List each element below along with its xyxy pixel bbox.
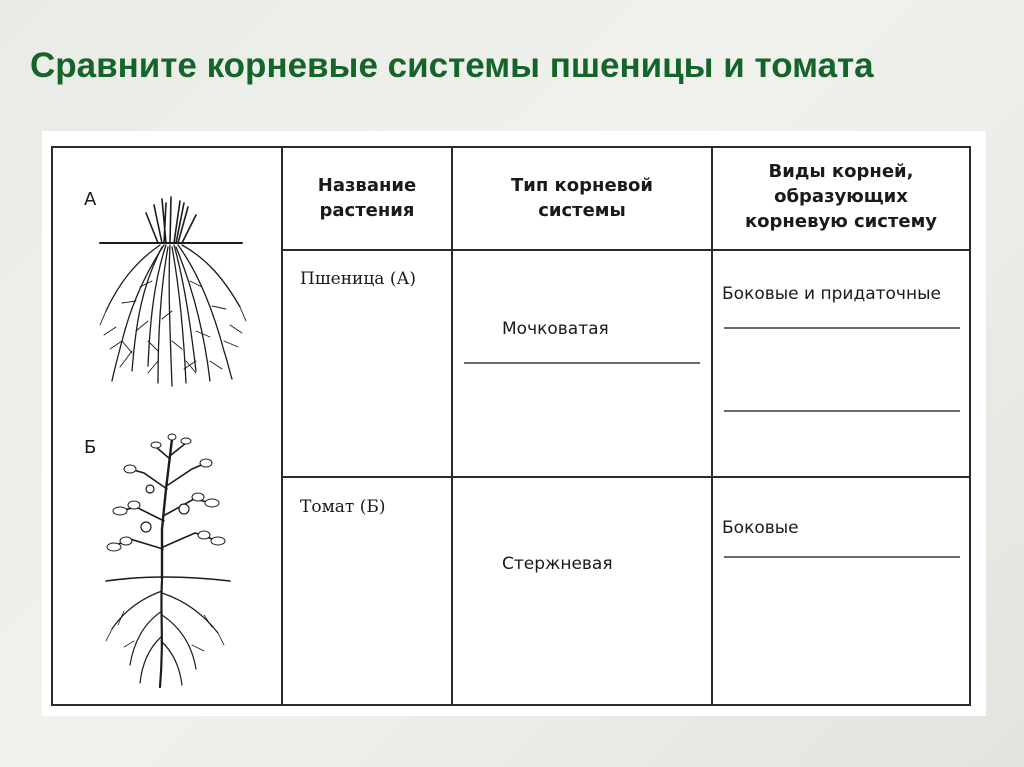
header-root-type: Тип корневой системы	[510, 175, 654, 221]
worksheet	[42, 131, 986, 716]
figure-b-letter: Б	[84, 437, 97, 458]
row-tomato-root-type: Стержневая	[502, 554, 613, 574]
tomato-taproot-icon	[100, 429, 240, 691]
row-tomato-root-kinds: Боковые	[722, 518, 799, 538]
header-plant-name: Название растения	[317, 175, 417, 221]
header-root-kinds: Виды корней, образующих корневую систему	[744, 161, 938, 232]
figure-a-letter: А	[84, 189, 97, 210]
row-wheat-root-kinds: Боковые и придаточные	[722, 284, 941, 304]
row-wheat-name: Пшеница (А)	[300, 269, 416, 289]
wheat-fibrous-root-icon	[92, 191, 252, 391]
slide-title: Сравните корневые системы пшеницы и томата	[30, 46, 874, 85]
row-wheat-root-type: Мочковатая	[502, 319, 609, 339]
row-tomato-name: Томат (Б)	[300, 497, 386, 517]
